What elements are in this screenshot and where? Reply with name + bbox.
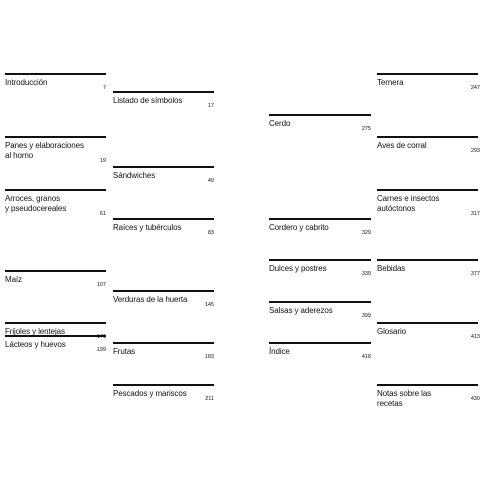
toc-entry-lacteos[interactable]: [5, 335, 106, 353]
entry-page-number: 107: [96, 282, 106, 288]
entry-page-number: 430: [470, 396, 480, 402]
entry-page-number: 49: [207, 178, 214, 184]
toc-entry-cerdo[interactable]: [269, 114, 371, 132]
entry-title: Lácteos y huevos: [5, 340, 66, 349]
entry-title: Sándwiches: [113, 171, 156, 180]
entry-title: Índice: [269, 347, 290, 356]
entry-title: Bebidas: [377, 264, 406, 273]
entry-title: Glosario: [377, 327, 406, 336]
toc-entry-aves[interactable]: [377, 136, 480, 154]
entry-title: Frutas: [113, 347, 136, 356]
entry-title: Raíces y tubérculos: [113, 223, 182, 232]
entry-page-number: 293: [470, 148, 480, 154]
toc-entry-raices[interactable]: [113, 218, 214, 236]
toc-entry-arroces[interactable]: [5, 189, 106, 217]
toc-entry-listado-simbolos[interactable]: [113, 91, 214, 109]
entry-title: Frijoles y lentejas: [5, 327, 65, 336]
entry-page-number: 19: [99, 158, 106, 164]
entry-page-number: 7: [102, 85, 106, 91]
entry-title: Cordero y cabrito: [269, 223, 329, 232]
entry-title: Notas sobre las recetas: [377, 389, 432, 408]
entry-title: Listado de símbolos: [113, 96, 183, 105]
toc-entry-indice[interactable]: [269, 342, 371, 360]
entry-page-number: 247: [470, 85, 480, 91]
entry-page-number: 199: [96, 347, 106, 353]
toc-entry-sandwiches[interactable]: [113, 166, 214, 184]
toc-entry-ternera[interactable]: [377, 73, 480, 91]
toc-entry-verduras[interactable]: [113, 290, 214, 308]
entry-page-number: 211: [205, 396, 214, 402]
entry-page-number: 61: [99, 211, 106, 217]
toc-entry-cordero[interactable]: [269, 218, 371, 236]
entry-page-number: 83: [207, 230, 214, 236]
entry-title: Pescados y mariscos: [113, 389, 187, 398]
entry-title: Panes y elaboraciones al horno: [5, 141, 84, 160]
entry-title: Ternera: [377, 78, 404, 87]
entry-page-number: 317: [470, 211, 480, 217]
entry-page-number: 413: [470, 334, 480, 340]
entry-title: Introducción: [5, 78, 48, 87]
entry-page-number: 418: [361, 354, 371, 360]
entry-title: Maíz: [5, 275, 22, 284]
toc-entry-pescados[interactable]: [113, 384, 214, 402]
entry-page-number: 377: [470, 271, 480, 277]
entry-page-number: 17: [207, 103, 214, 109]
toc-entry-salsas[interactable]: [269, 301, 371, 319]
entry-page-number: 183: [204, 354, 214, 360]
entry-page-number: 399: [361, 313, 371, 319]
toc-entry-carnes-insectos[interactable]: [377, 189, 480, 217]
entry-title: Verduras de la huerta: [113, 295, 188, 304]
toc-entry-panes[interactable]: [5, 136, 106, 164]
entry-title: Salsas y aderezos: [269, 306, 333, 315]
toc-entry-maiz[interactable]: [5, 270, 106, 288]
toc-entry-introduccion[interactable]: [5, 73, 106, 91]
toc-entry-frutas[interactable]: [113, 342, 214, 360]
entry-page-number: 275: [361, 126, 371, 132]
toc-entry-notas-recetas[interactable]: [377, 384, 478, 409]
entry-title: Cerdo: [269, 119, 291, 128]
entry-title: Carnes e insectos autóctonos: [377, 194, 440, 213]
entry-title: Aves de corral: [377, 141, 427, 150]
entry-page-number: 329: [361, 230, 371, 236]
toc-entry-bebidas[interactable]: [377, 259, 480, 277]
toc-entry-dulces[interactable]: [269, 259, 371, 277]
entry-page-number: 145: [204, 302, 214, 308]
entry-title: Dulces y postres: [269, 264, 327, 273]
entry-page-number: 171: [96, 334, 106, 340]
toc-entry-glosario[interactable]: [377, 322, 480, 340]
entry-title: Arroces, granos y pseudocereales: [5, 194, 67, 213]
entry-page-number: 339: [361, 271, 371, 277]
